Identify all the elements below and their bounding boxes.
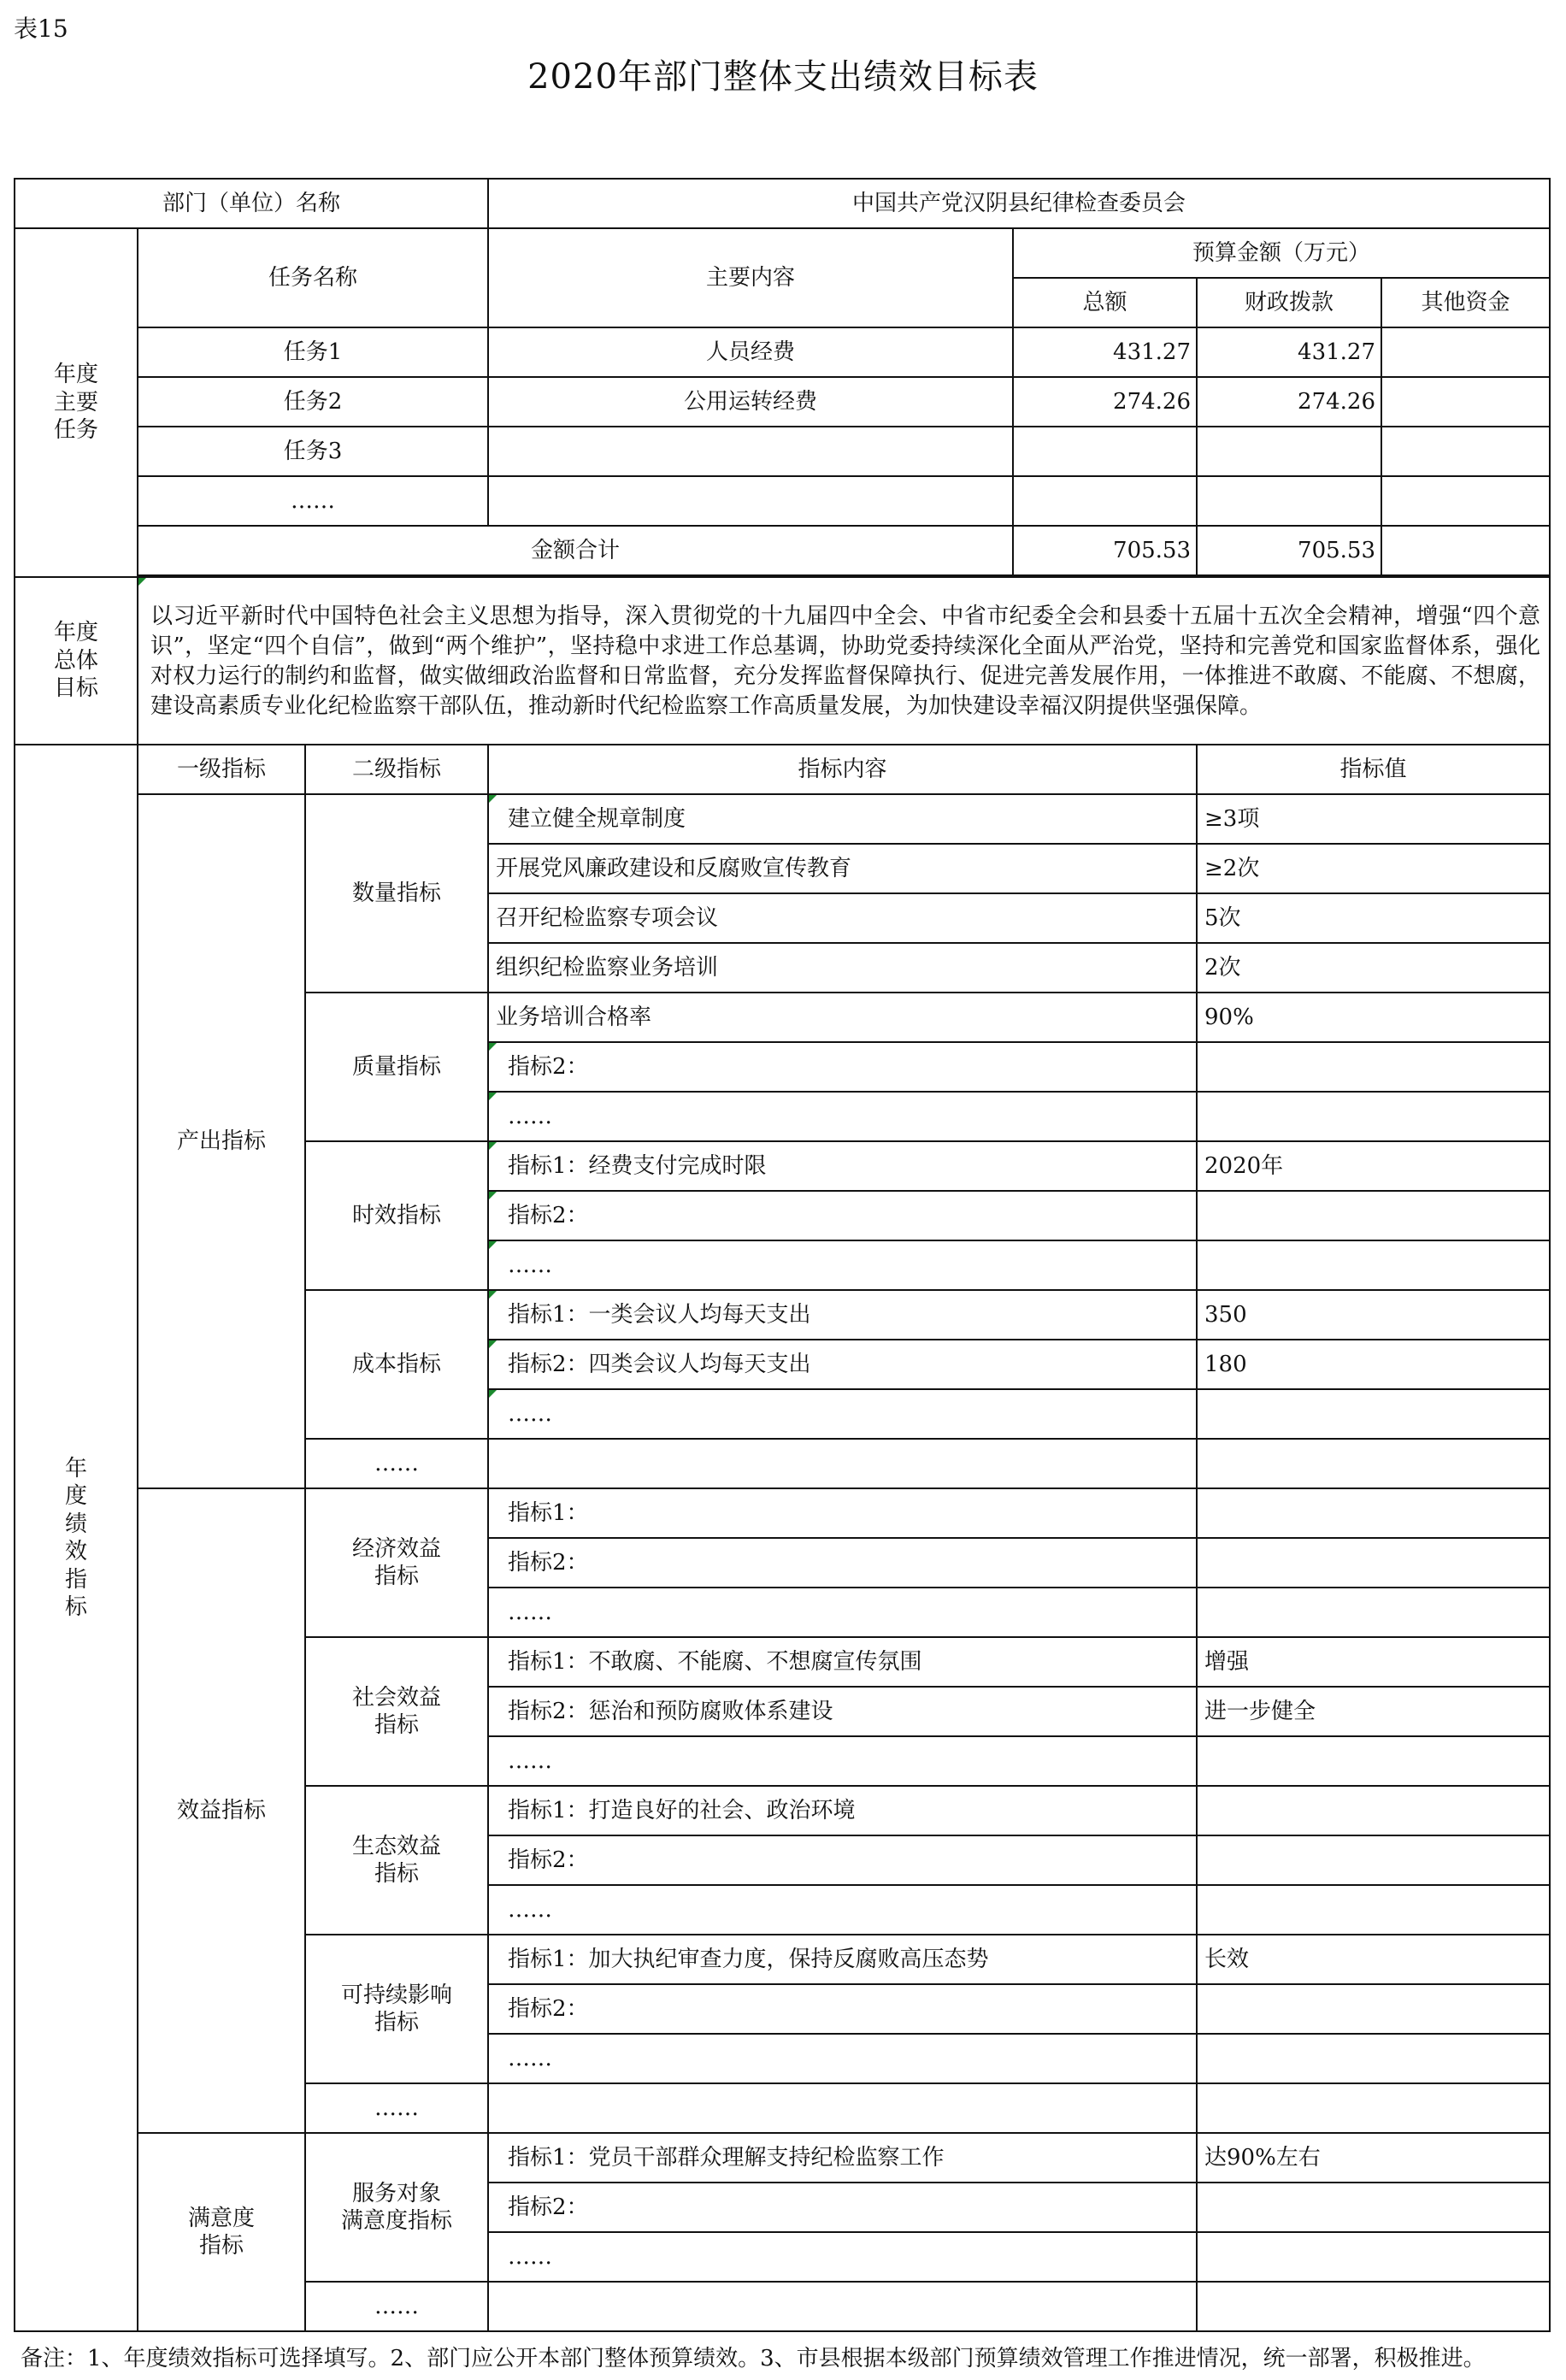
col-other-funds: 其他资金 — [1381, 278, 1550, 327]
indicator-value — [1197, 1588, 1550, 1637]
indicator-content: 指标2： — [488, 1191, 1197, 1240]
task-row — [15, 476, 1550, 526]
indicator-content: 指标1：一类会议人均每天支出 — [488, 1290, 1197, 1340]
benefit-more-label: …… — [305, 2083, 488, 2133]
indicator-value — [1197, 2282, 1550, 2331]
indicator-value — [1197, 1191, 1550, 1240]
indicator-value: 90% — [1197, 993, 1550, 1042]
indicator-value — [1197, 1389, 1550, 1439]
indicator-content: 指标2：四类会议人均每天支出 — [488, 1340, 1197, 1389]
indicator-value — [1197, 1240, 1550, 1290]
indicator-value — [1197, 1736, 1550, 1786]
indicator-value — [1197, 1885, 1550, 1935]
goal-text: 以习近平新时代中国特色社会主义思想为指导，深入贯彻党的十九届四中全会、中省市纪委全会和县委十五届十五次全会精神，增强“四个意识”，坚定“四个自信”，做到“两个维护”，坚持稳中求进工作总基调，协助党委持续深化全面从严治党，坚持和完善党和国家监督体系，强化对权力运行的制约和监督，做实做细政治监督和日常监督，充分发挥监督保障执行、促进完善发展作用，一体推进不敢腐、不能腐、不想腐，建设高素质专业化纪检监察干部队伍，推动新时代纪检监察工作高质量发展，为加快建设幸福汉阴提供坚强保障。 — [138, 577, 1550, 745]
indicator-content: …… — [488, 1885, 1197, 1935]
indicator-value — [1197, 1439, 1550, 1488]
task-other — [1381, 377, 1550, 427]
indicator-row — [15, 2133, 1550, 2183]
indicator-value — [1197, 1835, 1550, 1885]
timeliness-indicators-label: 时效指标 — [305, 1141, 488, 1290]
indicator-value: 2次 — [1197, 943, 1550, 993]
task-name: …… — [138, 476, 488, 526]
col-budget-amount: 预算金额（万元） — [1013, 228, 1550, 278]
task-content — [488, 476, 1013, 526]
indicator-content: 召开纪检监察专项会议 — [488, 893, 1197, 943]
indicator-value — [1197, 1538, 1550, 1588]
task-fiscal — [1197, 427, 1381, 476]
indicator-content: 指标1：不敢腐、不能腐、不想腐宣传氛围 — [488, 1637, 1197, 1687]
col-level2: 二级指标 — [305, 745, 488, 794]
indicator-content — [488, 2282, 1197, 2331]
indicator-content: 指标2：惩治和预防腐败体系建设 — [488, 1687, 1197, 1736]
indicator-value — [1197, 2183, 1550, 2232]
task-other — [1381, 327, 1550, 377]
indicator-content: …… — [488, 1092, 1197, 1141]
tasks-section-label: 年度主要任务 — [15, 228, 138, 577]
indicator-content: 指标2： — [488, 1984, 1197, 2034]
indicator-content: 指标2： — [488, 1042, 1197, 1092]
goal-row — [15, 577, 1550, 745]
indicator-content: 指标1：党员干部群众理解支持纪检监察工作 — [488, 2133, 1197, 2183]
task-total — [1013, 476, 1197, 526]
indicator-content: 指标1：打造良好的社会、政治环境 — [488, 1786, 1197, 1835]
sum-fiscal: 705.53 — [1197, 526, 1381, 575]
indicators-section-label: 年度绩效指标 — [15, 745, 138, 2331]
task-fiscal — [1197, 476, 1381, 526]
indicator-content: 建立健全规章制度 — [488, 794, 1197, 844]
cost-indicators-label: 成本指标 — [305, 1290, 488, 1439]
col-total: 总额 — [1013, 278, 1197, 327]
indicator-content: 指标1：经费支付完成时限 — [488, 1141, 1197, 1191]
task-name: 任务1 — [138, 327, 488, 377]
sum-other — [1381, 526, 1550, 575]
col-fiscal: 财政拨款 — [1197, 278, 1381, 327]
tasks-header-row — [15, 228, 1550, 278]
indicator-value: 达90%左右 — [1197, 2133, 1550, 2183]
indicators-header-row — [15, 745, 1550, 794]
sum-total: 705.53 — [1013, 526, 1197, 575]
task-fiscal: 431.27 — [1197, 327, 1381, 377]
task-total: 431.27 — [1013, 327, 1197, 377]
col-level1: 一级指标 — [138, 745, 305, 794]
indicator-content: …… — [488, 1588, 1197, 1637]
indicator-value: 进一步健全 — [1197, 1687, 1550, 1736]
task-other — [1381, 427, 1550, 476]
social-benefit-label: 社会效益 指标 — [305, 1637, 488, 1786]
task-row — [15, 427, 1550, 476]
indicator-content: …… — [488, 1389, 1197, 1439]
footnote: 备注：1、年度绩效指标可选择填写。2、部门应公开本部门整体预算绩效。3、市县根据本级部门预算绩效管理工作推进情况，统一部署，积极推进。 — [21, 2346, 1486, 2371]
ecological-benefit-label: 生态效益 指标 — [305, 1786, 488, 1935]
task-total: 274.26 — [1013, 377, 1197, 427]
form-number-label: 表15 — [14, 15, 68, 43]
indicator-value: 5次 — [1197, 893, 1550, 943]
indicator-value: 180 — [1197, 1340, 1550, 1389]
page-title: 2020年部门整体支出绩效目标表 — [527, 57, 1039, 97]
indicator-content — [488, 2083, 1197, 2133]
indicator-content: 指标2： — [488, 1835, 1197, 1885]
indicator-value — [1197, 2034, 1550, 2083]
indicator-value: 2020年 — [1197, 1141, 1550, 1191]
task-content: 人员经费 — [488, 327, 1013, 377]
indicator-value — [1197, 1488, 1550, 1538]
task-fiscal: 274.26 — [1197, 377, 1381, 427]
satisfaction-indicators-label: 满意度 指标 — [138, 2133, 305, 2331]
indicator-content: 开展党风廉政建设和反腐败宣传教育 — [488, 844, 1197, 893]
indicator-value — [1197, 2232, 1550, 2282]
col-indicator-content: 指标内容 — [488, 745, 1197, 794]
output-more-label: …… — [305, 1439, 488, 1488]
indicator-value: ≥2次 — [1197, 844, 1550, 893]
indicator-value: 350 — [1197, 1290, 1550, 1340]
indicator-value — [1197, 1786, 1550, 1835]
dept-label: 部门（单位）名称 — [15, 179, 488, 228]
performance-target-table — [14, 178, 1551, 2332]
col-task-name: 任务名称 — [138, 228, 488, 327]
task-content — [488, 427, 1013, 476]
indicator-content: 指标2： — [488, 1538, 1197, 1588]
service-satisfaction-label: 服务对象 满意度指标 — [305, 2133, 488, 2282]
tasks-sum-row — [15, 526, 1550, 575]
col-main-content: 主要内容 — [488, 228, 1013, 327]
output-indicators-label: 产出指标 — [138, 794, 305, 1488]
indicator-content: 指标1：加大执纪审查力度，保持反腐败高压态势 — [488, 1935, 1197, 1984]
sum-label: 金额合计 — [138, 526, 1013, 575]
task-name: 任务2 — [138, 377, 488, 427]
indicator-value — [1197, 2083, 1550, 2133]
benefit-indicators-label: 效益指标 — [138, 1488, 305, 2133]
quality-indicators-label: 质量指标 — [305, 993, 488, 1141]
dept-name: 中国共产党汉阴县纪律检查委员会 — [488, 179, 1550, 228]
indicator-value — [1197, 1042, 1550, 1092]
col-indicator-value: 指标值 — [1197, 745, 1550, 794]
indicator-value: 长效 — [1197, 1935, 1550, 1984]
indicator-value: 增强 — [1197, 1637, 1550, 1687]
indicator-content — [488, 1439, 1197, 1488]
indicator-content: 指标1： — [488, 1488, 1197, 1538]
indicator-value — [1197, 1984, 1550, 2034]
dept-row — [15, 179, 1550, 228]
task-other — [1381, 476, 1550, 526]
economic-benefit-label: 经济效益 指标 — [305, 1488, 488, 1637]
indicator-content: 组织纪检监察业务培训 — [488, 943, 1197, 993]
indicator-value: ≥3项 — [1197, 794, 1550, 844]
task-row — [15, 327, 1550, 377]
indicator-content: …… — [488, 1240, 1197, 1290]
sustainable-impact-label: 可持续影响 指标 — [305, 1935, 488, 2083]
indicator-content: …… — [488, 1736, 1197, 1786]
indicator-row — [15, 1488, 1550, 1538]
indicator-content: 业务培训合格率 — [488, 993, 1197, 1042]
satisfaction-more-label: …… — [305, 2282, 488, 2331]
indicator-content: …… — [488, 2232, 1197, 2282]
task-name: 任务3 — [138, 427, 488, 476]
indicator-content: 指标2： — [488, 2183, 1197, 2232]
quantity-indicators-label: 数量指标 — [305, 794, 488, 993]
indicator-row — [15, 794, 1550, 844]
task-total — [1013, 427, 1197, 476]
indicator-content: …… — [488, 2034, 1197, 2083]
goal-section-label: 年度总体目标 — [15, 577, 138, 745]
task-content: 公用运转经费 — [488, 377, 1013, 427]
indicator-value — [1197, 1092, 1550, 1141]
task-row — [15, 377, 1550, 427]
